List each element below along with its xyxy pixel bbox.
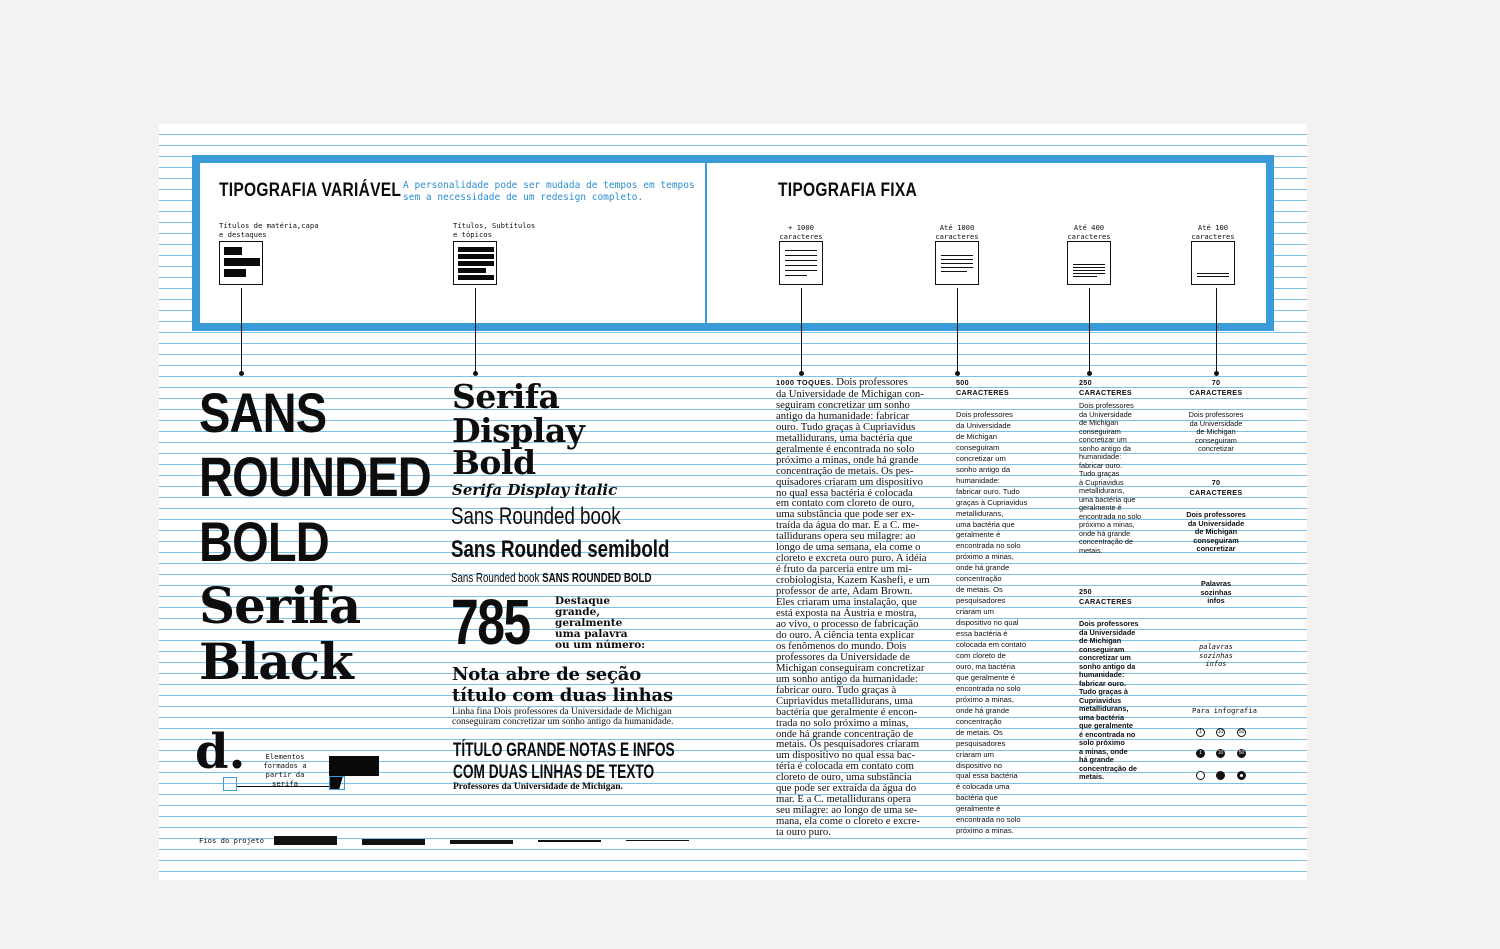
- serifa-display-line2: Display: [452, 411, 585, 450]
- text-column-70-bold: Dois professores da Universidade de Michigan conseguiram concretizar: [1186, 510, 1246, 553]
- tiny-text-icon: [1191, 241, 1235, 285]
- icon1-label: Títulos de matéria,capa e destaques: [219, 221, 319, 239]
- rule-9: [274, 836, 337, 845]
- medium-text-icon: [935, 241, 979, 285]
- circle-empty: [1196, 771, 1205, 780]
- rule-1: [626, 840, 689, 841]
- fixed-typography-title: TIPOGRAFIA FIXA: [778, 180, 918, 201]
- circle-solid: [1216, 771, 1225, 780]
- fixed-icon3-label: Até 400 caracteres: [1067, 223, 1111, 241]
- sans-rounded-book: Sans Rounded book: [451, 503, 621, 530]
- nota-section-title: Nota abre de seção título com duas linhas: [452, 664, 673, 706]
- fixed-icon2-label: Até 1000 caracteres: [935, 223, 979, 241]
- serif-highlight-box: [329, 776, 345, 790]
- typography-sheet: [159, 124, 1307, 880]
- circle-outline-50: 50: [1238, 729, 1245, 735]
- serifa-black-line1: Serifa: [199, 576, 361, 635]
- long-text-icon: [779, 241, 823, 285]
- col3-heading: 250 CARACTERES: [1079, 378, 1132, 397]
- subtitle-layout-icon: [453, 241, 497, 285]
- rule-4: [450, 840, 513, 844]
- panel-divider: [705, 163, 707, 323]
- serifa-black-line2: Black: [199, 632, 353, 691]
- connector-line: [957, 288, 958, 374]
- text-column-500: Dois professores da Universidade de Michigan conseguiram concretizar um sonho antigo da humanidade: fabricar ouro. Tudo graças à Cupriavidus metallidurans, uma bactéria que geralmente é encontrada no solo próximo a minas, onde há grande concentração de metais. Os pesquisadores criaram um dispositivo no qual essa bactéria é colocada em contato com cloreto de ouro, ma bactéria que geralmente é encontrada no solo próximo a minas, onde há grande concentração de metais. Os pesquisadores criaram um dispositivo no qual essa bactéria é colocada uma bactéria que geralmente é encontrada no solo próximo a minas.: [956, 410, 1028, 836]
- fixed-icon1-label: + 1000 caracteres: [779, 223, 823, 241]
- sans-rounded-bold-line1: SANS: [199, 381, 327, 444]
- text-column-1000: 1000 TOQUES. Dois professores da Universidade de Michigan con- seguiram concretizar um sonho antigo da humanidade: fabricar ouro. Tudo graças à Cupriavidus metallidurans, uma bactéria que geralmente é encontrada no solo próximo a minas, onde há grande concentração de metais. Os pes- quisadores criaram um dispositivo no qual essa bactéria é colocada em contato com cloreto de ouro, uma substância que pode ser ex- traída da água do mar. E a C. me- tallidurans opera seu milagre: ao longo de uma semana, ela come o cloreto e excreta ouro puro. A idéia é fruto da parceria entre um mi- crobiologista, Kazem Kashefi, e um professor de arte, Adam Brown. Eles criaram uma instalação, que está exposta na Áustria e mostra, ao vivo, o processo de fabricação do ouro. A ciência tenta explicar os fenômenos do mundo. Dois professores da Universidade de Michigan conseguiram concretizar um sonho antigo da humanidade: fabricar ouro. Tudo graças à Cupriavidus metallidurans, uma bactéria que geralmente é encon- trada no solo próximo a minas, onde há grande concentração de metais. Os pesquisadores criaram um dispositivo no qual essa bac- téria é colocada em contato com cloreto de ouro, uma substância que pode ser extraída da água do mar. E a C. metallidurans opera seu milagre: ao longo de uma se- mana, ela come o cloreto e excre- ta ouro puro.: [776, 376, 930, 839]
- titulo-grande: TÍTULO GRANDE NOTAS E INFOS COM DUAS LINHAS DE TEXTO: [453, 740, 675, 783]
- sans-rounded-small: Sans Rounded book SANS ROUNDED BOLD: [451, 571, 652, 585]
- fios-label: Fios do projeto: [199, 836, 264, 845]
- sans-rounded-semibold: Sans Rounded semibold: [451, 536, 670, 563]
- text-column-70: Dois professores da Universidade de Michigan conseguiram concretizar: [1188, 410, 1244, 453]
- connector-line: [475, 288, 476, 374]
- circle-filled-10: 10: [1217, 750, 1224, 756]
- palavras-sozinhas-italic: palavras sozinhas infos: [1199, 643, 1233, 668]
- typography-panel: [192, 155, 1274, 331]
- text-column-250-bold: Dois professores da Universidade de Michigan conseguiram concretizar um sonho antigo da humanidade: fabricar ouro. Tudo graças à Cupriavidus metallidurans, uma bactéria que geralmente é encontrada no solo próximo a minas, onde há grande concentração de metais.: [1079, 619, 1139, 781]
- connector-line: [1089, 288, 1090, 374]
- rule-2: [538, 840, 601, 842]
- connector-line: [1216, 288, 1217, 374]
- col4-heading: 70 CARACTERES: [1189, 378, 1243, 397]
- circle-filled-50: 50: [1238, 750, 1245, 756]
- palavras-sozinhas: Palavras sozinhas infos: [1200, 579, 1232, 605]
- sans-rounded-bold-line3: BOLD: [199, 510, 329, 573]
- serif-highlight-box: [223, 777, 237, 791]
- circle-outline-10: 10: [1217, 729, 1224, 735]
- col4-heading-bold: 70 CARACTERES: [1189, 478, 1243, 497]
- col2-heading: 500 CARACTERES: [956, 378, 1009, 397]
- icon2-label: Títulos, Subtítulos e tópicos: [453, 221, 536, 239]
- connector-line: [241, 288, 242, 374]
- serif-d-glyph: d.: [195, 724, 246, 780]
- para-infografia-label: Para infografia: [1192, 706, 1257, 715]
- variable-note-line2: sem a necessidade de um redesign completo.: [403, 192, 644, 203]
- linha-fina-text: Linha fina Dois professores da Universidade de Michigan conseguiram concretizar um sonho antigo da humanidade.: [452, 707, 674, 727]
- sans-rounded-bold-line2: ROUNDED: [199, 445, 431, 508]
- serifa-display-italic: Serifa Display italic: [452, 481, 618, 499]
- circle-filled-1: 1: [1196, 749, 1205, 758]
- serifa-display-line1: Serifa: [452, 377, 560, 416]
- serifa-display-line3: Bold: [452, 443, 536, 482]
- rule-6: [362, 839, 425, 845]
- professores-caption: Professores da Universidade de Michigan.: [453, 782, 623, 792]
- variable-typography-title: TIPOGRAFIA VARIÁVEL: [219, 180, 402, 201]
- variable-note-line1: A personalidade pode ser mudada de tempos em tempos: [403, 180, 695, 191]
- col3-heading-bold: 250 CARACTERES: [1079, 587, 1132, 606]
- headline-layout-icon: [219, 241, 263, 285]
- connector-line: [801, 288, 802, 374]
- circle-outline-1: 1: [1196, 728, 1205, 737]
- text-column-250: Dois professores da Universidade de Michigan conseguiram concretizar um sonho antigo da humanidade: fabricar ouro. Tudo graças à Cupriavidus metallidurans, uma bactéria que geralmente é encontrada no solo próximo a minas, onde há grande concentração de metais.: [1079, 401, 1142, 555]
- circle-ring: [1237, 771, 1246, 780]
- short-text-icon: [1067, 241, 1111, 285]
- big-number: 785: [451, 586, 530, 658]
- fixed-icon4-label: Até 100 caracteres: [1191, 223, 1235, 241]
- elementos-label: Elementos formados a partir da serifa: [263, 752, 307, 788]
- destaque-text: Destaque grande, geralmente uma palavra ou um número:: [555, 595, 646, 651]
